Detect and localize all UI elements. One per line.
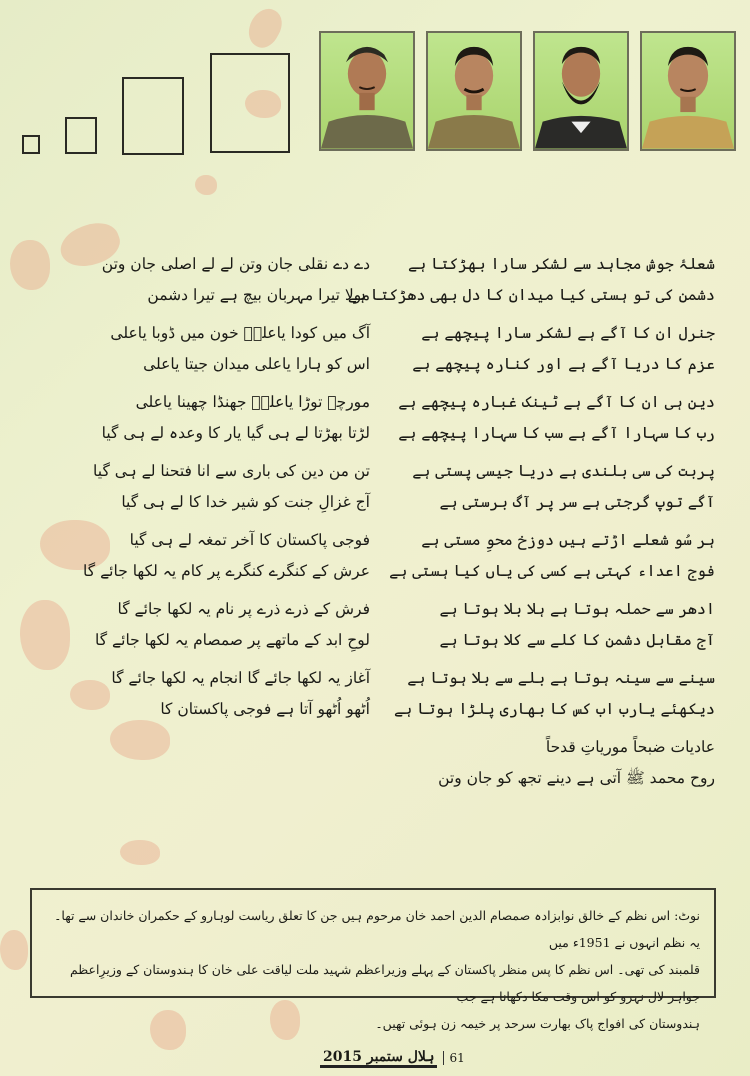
couplet bbox=[30, 318, 370, 380]
poem-line: مولا تیرا مہربان بیچ ہے تیرا دشمن bbox=[147, 286, 370, 304]
couplet bbox=[395, 318, 715, 380]
page-footer bbox=[320, 1044, 465, 1072]
soldier-portrait bbox=[426, 31, 522, 151]
note-line: ہندوستان کی افواج پاک بھارت سرحد پر خیمہ زن ہوئی تھیں۔ bbox=[375, 1016, 700, 1031]
couplet bbox=[389, 525, 715, 587]
soldier-portrait bbox=[533, 31, 629, 151]
poem-line: فوج اعداء کہتی ہے کسی کی یاں کیا ہستی ہے bbox=[389, 562, 715, 580]
magazine-title: ہلال ستمبر 2015 bbox=[320, 1049, 437, 1068]
poem-line: شعلۂ جوش مجاہد سے لشکر سارا بھڑکتا ہے bbox=[408, 255, 715, 273]
poem-line: فرش کے ذرے ذرے پر نام یہ لکھا جائے گا bbox=[117, 600, 370, 618]
poem-line: مورچہ توڑا یاعلیؑ جھنڈا چھینا یاعلی bbox=[135, 393, 370, 411]
poem-line: ہر سُو شعلے اڑتے ہیں دوزخ محوِ مستی ہے bbox=[421, 531, 715, 549]
poem-left-column bbox=[30, 249, 370, 732]
poem-line: اُٹھو اُٹھو آتا ہے فوجی پاکستان کا bbox=[160, 700, 370, 718]
decorative-square bbox=[122, 77, 184, 155]
poem-line: لوحِ ابد کے ماتھے پر صمصام یہ لکھا جائے گا bbox=[95, 631, 370, 649]
decorative-square bbox=[22, 135, 40, 154]
poem-line: عادیات ضبحاً موریاتِ قدحاً bbox=[545, 738, 715, 756]
soldier-portrait bbox=[319, 31, 415, 151]
poem-line: عرش کے کنگرے کنگرے پر کام یہ لکھا جائے گا bbox=[83, 562, 370, 580]
poem-line: آگ میں کودا یاعلیؑ خون میں ڈوبا یاعلی bbox=[110, 324, 370, 342]
poem-line: ادھر سے حملہ ہوتا ہے ہلا بلا ہوتا ہے bbox=[439, 600, 715, 618]
couplet bbox=[395, 456, 715, 518]
petal-decoration bbox=[195, 175, 217, 195]
poem-line: دشمن کی تو ہستی کیا میدان کا دل بھی دھڑکتا ہے bbox=[347, 286, 715, 304]
couplet bbox=[347, 249, 715, 311]
couplet bbox=[30, 456, 370, 518]
soldier-portrait bbox=[640, 31, 736, 151]
note-box bbox=[30, 888, 716, 1031]
poem-line: اس کو ہارا یاعلی میدان جیتا یاعلی bbox=[143, 355, 370, 373]
petal-decoration bbox=[120, 840, 160, 865]
couplet bbox=[395, 663, 715, 725]
poem-line: روح محمد ﷺ آتی ہے دینے تجھ کو جان وتن bbox=[438, 769, 715, 787]
note-line: قلمبند کی تھی۔ اس نظم کا پس منظر پاکستان کے پہلے وزیراعظم شہید ملت لیاقت علی خان کا ہندوستان کے وزیرِاعظم جواہر لال نہرو کو اس وقت مکا دکھانا ہے جب bbox=[69, 962, 700, 1004]
petal-decoration bbox=[242, 3, 288, 53]
petal-decoration bbox=[0, 930, 28, 970]
couplet bbox=[30, 594, 370, 656]
couplet bbox=[395, 387, 715, 449]
poem-line: جنرل ان کا آگے ہے لشکر سارا پیچھے ہے bbox=[421, 324, 715, 342]
note-line: نوٹ: اس نظم کے خالق نوابزادہ صمصام الدین احمد خان مرحوم ہیں جن کا تعلق ریاست لوہارو کے حکمران خاندان سے تھا۔ یہ نظم انہوں نے 1951ء میں bbox=[54, 908, 700, 950]
poem-right-column bbox=[347, 249, 715, 801]
poem-line: رب کا سہارا آگے ہے سب کا سہارا پیچھے ہے bbox=[398, 424, 715, 442]
couplet bbox=[30, 387, 370, 449]
decorative-square bbox=[65, 117, 97, 154]
poem-line: سینے سے سینہ ہوتا ہے بلے سے بلا ہوتا ہے bbox=[407, 669, 715, 687]
page-number: 61 bbox=[443, 1051, 464, 1065]
couplet bbox=[395, 594, 715, 656]
couplet bbox=[395, 732, 715, 794]
poem-line: عزم کا دریا آگے ہے اور کنارہ پیچھے ہے bbox=[412, 355, 715, 373]
poem-line: دین ہی ان کا آگے ہے ٹینک غبارہ پیچھے ہے bbox=[398, 393, 715, 411]
poem-line: فوجی پاکستان کا آخر تمغہ لے ہی گیا bbox=[129, 531, 370, 549]
couplet bbox=[30, 663, 370, 725]
decorative-square bbox=[210, 53, 290, 153]
couplet bbox=[30, 525, 370, 587]
poem-line: آگے توپ گرجتی ہے سر پر آگ برستی ہے bbox=[439, 493, 715, 511]
poem-line: آج غزالِ جنت کو شیر خدا کا لے ہی گیا bbox=[121, 493, 370, 511]
poem-line: لڑتا بھڑتا لے ہی گیا یار کا وعدہ لے ہی گیا bbox=[101, 424, 370, 442]
poem-line: دے دے نقلی جان وتن لے لے اصلی جان وتن bbox=[101, 255, 370, 273]
poem-line: آغاز یہ لکھا جائے گا انجام یہ لکھا جائے گا bbox=[111, 669, 370, 687]
poem-line: آج مقابل دشمن کا کلے سے کلا ہوتا ہے bbox=[439, 631, 715, 649]
poem-line: تن من دین کی باری سے انا فتحنا لے ہی گیا bbox=[93, 462, 370, 480]
poem-line: پربت کی سی بلندی ہے دریا جیسی پستی ہے bbox=[412, 462, 715, 480]
poem-line: دیکھئے یارب اب کس کا بھاری پلڑا ہوتا ہے bbox=[394, 700, 715, 718]
couplet bbox=[30, 249, 370, 311]
